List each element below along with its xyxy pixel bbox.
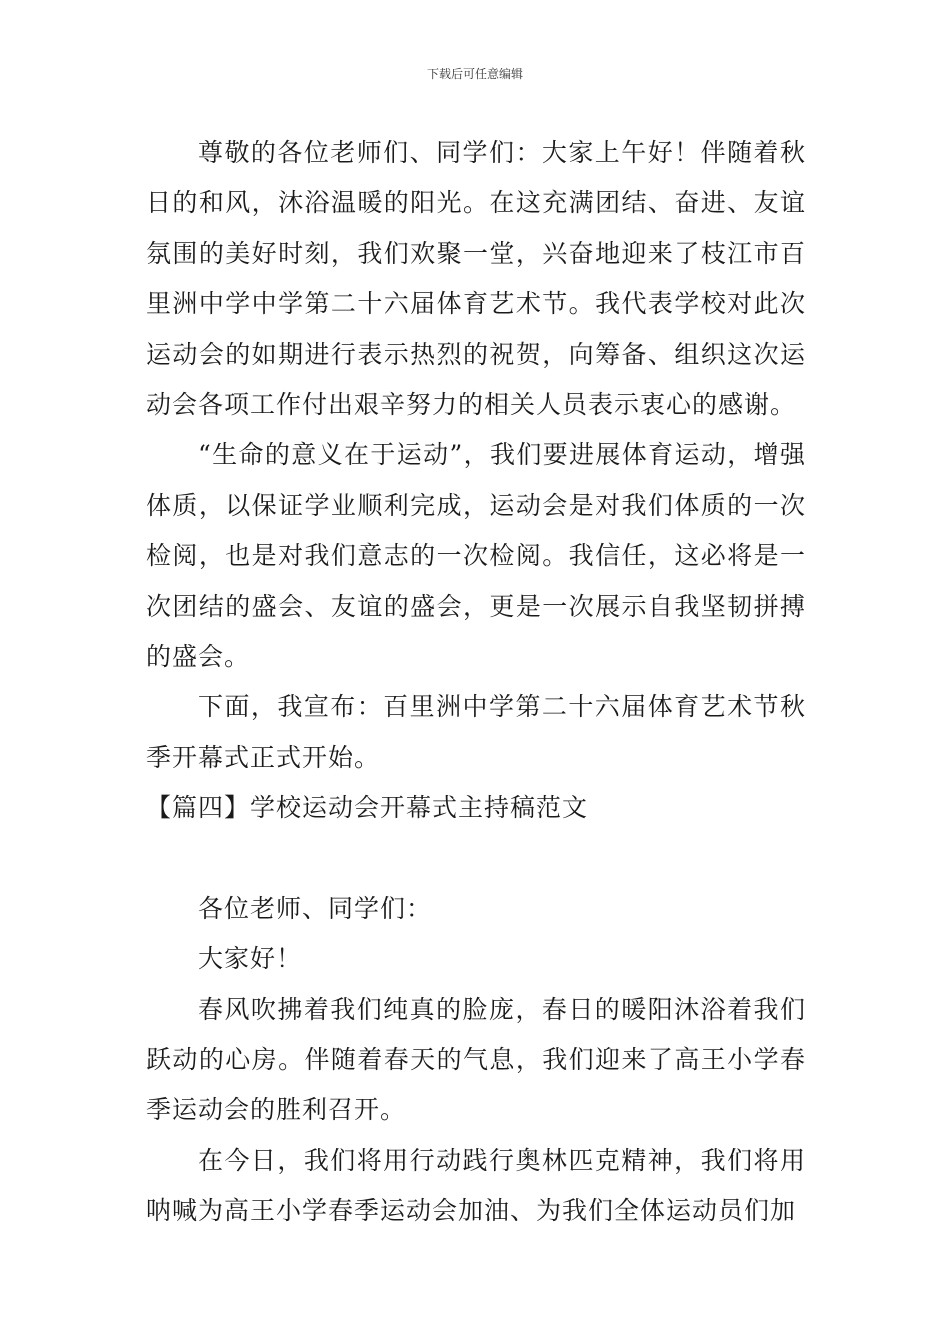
greeting-audience: 各位老师、同学们：	[198, 893, 433, 923]
paragraph-meaning-of-sport: “生命的意义在于运动”，我们要进展体育运动，增强体质，以保证学业顺利完成，运动会是对我们体质的一次检阅，也是对我们意志的一次检阅。我信任，这必将是一次团结的盛会、友谊的盛会，更是一次展示自我坚韧拼搏的盛会。	[146, 440, 806, 672]
paragraph-announcement: 下面，我宣布：百里洲中学第二十六届体育艺术节秋季开幕式正式开始。	[146, 692, 806, 772]
paragraph-spring: 春风吹拂着我们纯真的脸庞，春日的暖阳沐浴着我们跃动的心房。伴随着春天的气息，我们迎来了高王小学春季运动会的胜利召开。	[146, 994, 806, 1125]
page-header-note: 下载后可任意编辑	[426, 67, 523, 81]
document-body	[146, 128, 806, 1237]
section-heading: 【篇四】学校运动会开幕式主持稿范文	[146, 793, 589, 823]
greeting-hello: 大家好！	[198, 944, 303, 974]
paragraph-welcome: 尊敬的各位老师们、同学们：大家上午好！伴随着秋日的和风，沐浴温暖的阳光。在这充满团结、奋进、友谊氛围的美好时刻，我们欢聚一堂，兴奋地迎来了枝江市百里洲中学中学第二十六届体育艺术节。我代表学校对此次运动会的如期进行表示热烈的祝贺，向筹备、组织这次运动会各项工作付出艰辛努力的相关人员表示衷心的感谢。	[146, 138, 806, 420]
paragraph-today: 在今日，我们将用行动践行奥林匹克精神，我们将用呐喊为高王小学春季运动会加油、为我们全体运动员们加	[146, 1145, 806, 1226]
blank-line	[146, 834, 806, 884]
